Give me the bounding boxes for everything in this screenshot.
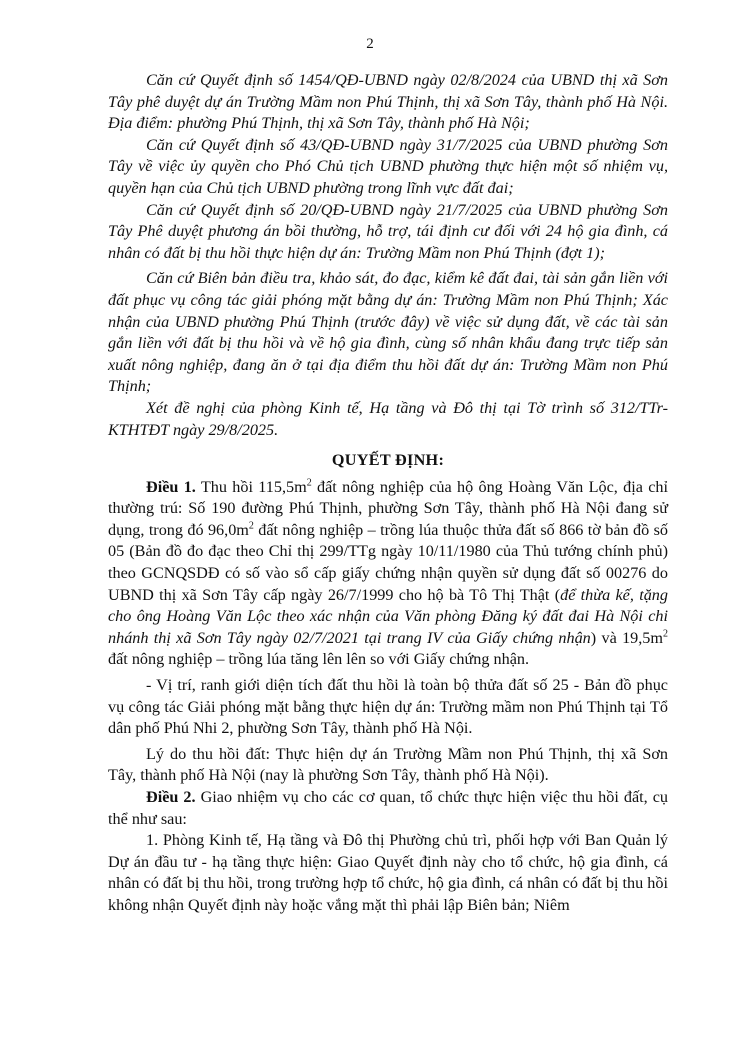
legal-basis-paragraph-2: Căn cứ Quyết định số 43/QĐ-UBND ngày 31/7/2025 của UBND phường Sơn Tây về việc ủy quyền cho Phó Chủ tịch UBND phường thực hiện một số nhiệm vụ, quyền hạn của Chủ tịch UBND phường trong lĩnh vực đất đai; [108,135,668,197]
article-2-label: Điều 2. [146,788,196,806]
proposal-paragraph: Xét đề nghị của phòng Kinh tế, Hạ tầng và Đô thị tại Tờ trình số 312/TTr-KTHTĐT ngày 29/8/2025. [108,398,668,439]
document-body [108,70,668,917]
article-1-label: Điều 1. [146,477,196,496]
article-1-paragraph: Điều 1. Thu hồi $115,5m^2$ đất nông nghiệp của hộ ông Hoàng Văn Lộc, địa chỉ thường trú: Số 190 đường Phú Thịnh, phường Sơn Tây, thành phố Hà Nội đang sử dụng, trong đó $96,0m^2$ đất nông nghiệp – trồng lúa thuộc thửa đất số 866 tờ bản đồ số 05 (Bản đồ đo đạc theo Chỉ thị 299/TTg ngày 10/11/1980 của Thủ tướng chính phủ) theo GCNQSDĐ có số vào sổ cấp giấy chứng nhận quyền sử dụng đất số 00276 do UBND thị xã Sơn Tây cấp ngày 26/7/1999 cho hộ bà Tô Thị Thật (để thừa kế, tặng cho ông Hoàng Văn Lộc theo xác nhận của Văn phòng Đăng ký đất đai Hà Nội chi nhánh thị xã Sơn Tây ngày 02/7/2021 tại trang IV của Giấy chứng nhận) và $19,5m^2$ đất nông nghiệp – trồng lúa tăng lên lên so với Giấy chứng nhận. [108,477,668,669]
reason-paragraph: Lý do thu hồi đất: Thực hiện dự án Trường Mầm non Phú Thịnh, thị xã Sơn Tây, thành phố Hà Nội (nay là phường Sơn Tây, thành phố Hà Nội). [108,744,668,785]
task-item-1: 1. Phòng Kinh tế, Hạ tầng và Đô thị Phường chủ trì, phối hợp với Ban Quản lý Dự án đầu tư - hạ tầng thực hiện: Giao Quyết định này cho tổ chức, hộ gia đình, cá nhân có đất bị thu hồi, trong trường hợp tổ chức, hộ gia đình, cá nhân có đất bị thu hồi không nhận Quyết định này hoặc vắng mặt thì phải lập Biên bản; Niêm [108,831,668,914]
legal-basis-paragraph-3: Căn cứ Quyết định số 20/QĐ-UBND ngày 21/7/2025 của UBND phường Sơn Tây Phê duyệt phương án bồi thường, hỗ trợ, tái định cư đối với 24 hộ gia đình, cá nhân có đất bị thu hồi thực hiện dự án: Trường Mầm non Phú Thịnh (đợt 1); [108,200,668,262]
article-2-paragraph: Điều 2. Giao nhiệm vụ cho các cơ quan, tổ chức thực hiện việc thu hồi đất, cụ thể như sau: [108,788,668,828]
inheritance-note: để thừa kế, tặng cho ông Hoàng Văn Lộc theo xác nhận của Văn phòng Đăng ký đất đai Hà Nội chi nhánh thị xã Sơn Tây ngày 02/7/2021 tại trang IV của Giấy chứng nhận [108,585,668,647]
legal-basis-paragraph-1: Căn cứ Quyết định số 1454/QĐ-UBND ngày 02/8/2024 của UBND thị xã Sơn Tây phê duyệt dự án Trường Mầm non Phú Thịnh, thị xã Sơn Tây, thành phố Hà Nội. Địa điểm: phường Phú Thịnh, thị xã Sơn Tây, thành phố Hà Nội; [108,71,668,133]
page-number: 2 [366,36,374,52]
decision-title: QUYẾT ĐỊNH: [331,451,445,470]
location-paragraph: - Vị trí, ranh giới diện tích đất thu hồi là toàn bộ thửa đất số 25 - Bản đồ phục vụ công tác Giải phóng mặt bằng thực hiện dự án: Trường mầm non Phú Thịnh tại Tổ dân phố Phú Nhi 2, phường Sơn Tây, thành phố Hà Nội. [108,676,668,738]
legal-basis-paragraph-4: Căn cứ Biên bản điều tra, khảo sát, đo đạc, kiểm kê đất đai, tài sản gắn liền với đất phục vụ công tác giải phóng mặt bằng dự án: Trường Mầm non Phú Thịnh; Xác nhận của UBND phường Phú Thịnh (trước đây) về việc sử dụng đất, về các tài sản gắn liền với đất bị thu hồi và về hộ gia đình, cùng số nhân khẩu đang trực tiếp sản xuất nông nghiệp, đang ăn ở tại địa điểm thu hồi đất dự án: Trường Mầm non Phú Thịnh; [108,269,668,396]
